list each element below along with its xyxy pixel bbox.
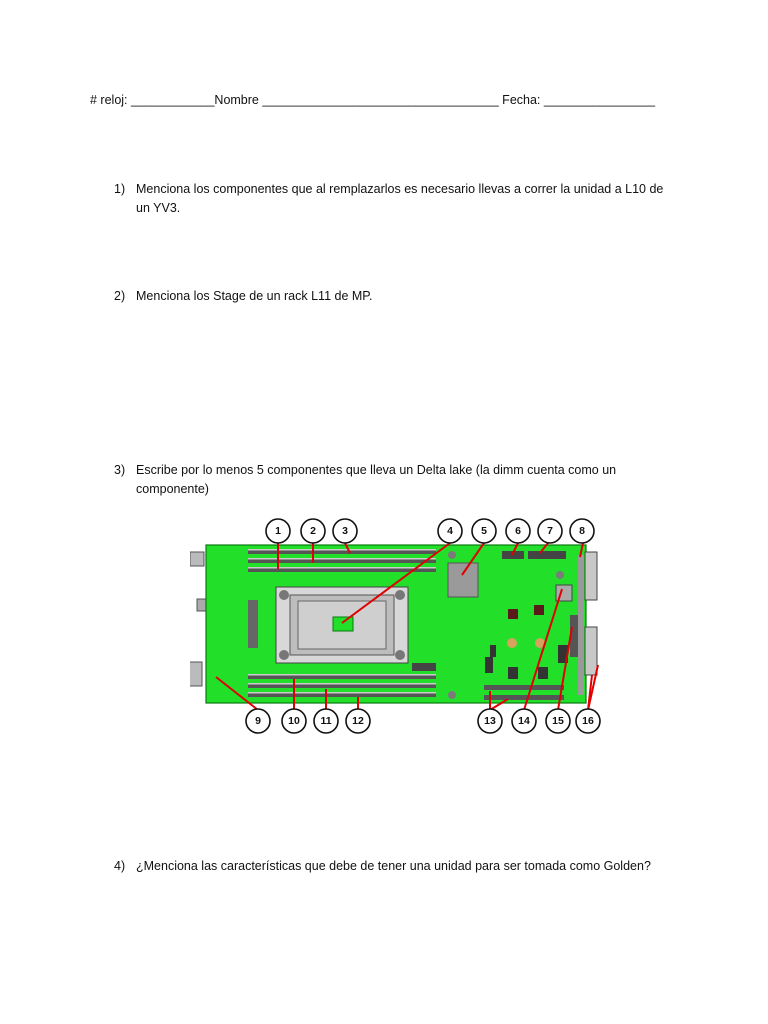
dimm-slots-bottom xyxy=(248,674,436,697)
edge-connector xyxy=(585,552,597,600)
svg-text:8: 8 xyxy=(579,525,585,537)
question-number: 1) xyxy=(114,182,126,196)
svg-text:12: 12 xyxy=(352,715,364,727)
svg-text:9: 9 xyxy=(255,715,261,727)
small-chip xyxy=(508,609,518,619)
callout-12 xyxy=(346,709,370,733)
svg-text:2: 2 xyxy=(310,525,316,537)
svg-text:6: 6 xyxy=(515,525,521,537)
callout-10 xyxy=(282,709,306,733)
connector-7 xyxy=(528,551,566,559)
svg-text:3: 3 xyxy=(342,525,348,537)
callout-3 xyxy=(333,519,357,543)
question-text: Menciona los componentes que al remplazarlos es necesario llevas a correr la unidad a L10 de un YV3. xyxy=(136,182,664,215)
question-number: 3) xyxy=(114,463,126,477)
pcie-slot xyxy=(484,685,564,690)
cpu-socket xyxy=(276,587,408,663)
svg-text:15: 15 xyxy=(552,715,564,727)
edge-connector xyxy=(585,627,597,675)
callout-1 xyxy=(266,519,290,543)
callout-15 xyxy=(546,709,570,733)
edge-bracket xyxy=(578,555,584,695)
dimm-slots-top xyxy=(248,549,436,572)
vertical-header xyxy=(248,600,258,648)
callout-14 xyxy=(512,709,536,733)
callout-8 xyxy=(570,519,594,543)
small-component xyxy=(485,657,493,673)
svg-text:7: 7 xyxy=(547,525,553,537)
svg-text:13: 13 xyxy=(484,715,496,727)
question-text: Menciona los Stage de un rack L11 de MP. xyxy=(136,289,373,303)
side-connector xyxy=(190,552,204,566)
callout-11 xyxy=(314,709,338,733)
header-line: # reloj: ____________Nombre __________________________________ Fecha: ________________ xyxy=(90,93,656,107)
question-number: 2) xyxy=(114,289,126,303)
callout-6 xyxy=(506,519,530,543)
small-component xyxy=(538,667,548,679)
svg-text:10: 10 xyxy=(288,715,300,727)
question-number: 4) xyxy=(114,859,126,873)
small-component xyxy=(490,645,496,657)
svg-text:1: 1 xyxy=(275,525,281,537)
header-connector xyxy=(412,663,436,671)
motherboard-diagram xyxy=(190,515,610,740)
callout-16 xyxy=(576,709,600,733)
callout-13 xyxy=(478,709,502,733)
callout-9 xyxy=(246,709,270,733)
pcie-slot xyxy=(484,695,564,700)
small-chip xyxy=(534,605,544,615)
callout-5 xyxy=(472,519,496,543)
svg-text:16: 16 xyxy=(582,715,594,727)
battery xyxy=(507,638,517,648)
small-component xyxy=(508,667,518,679)
question-text: Escribe por lo menos 5 componentes que lleva un Delta lake (la dimm cuenta como un componente) xyxy=(136,463,617,496)
svg-text:14: 14 xyxy=(518,715,530,727)
svg-text:4: 4 xyxy=(447,525,453,537)
question-text: ¿Menciona las características que debe de tener una unidad para ser tomada como Golden? xyxy=(136,859,651,873)
callout-7 xyxy=(538,519,562,543)
svg-text:5: 5 xyxy=(481,525,487,537)
bmc-chip xyxy=(448,563,478,597)
side-connector xyxy=(190,662,202,686)
callout-2 xyxy=(301,519,325,543)
svg-text:11: 11 xyxy=(320,715,332,727)
callout-4 xyxy=(438,519,462,543)
